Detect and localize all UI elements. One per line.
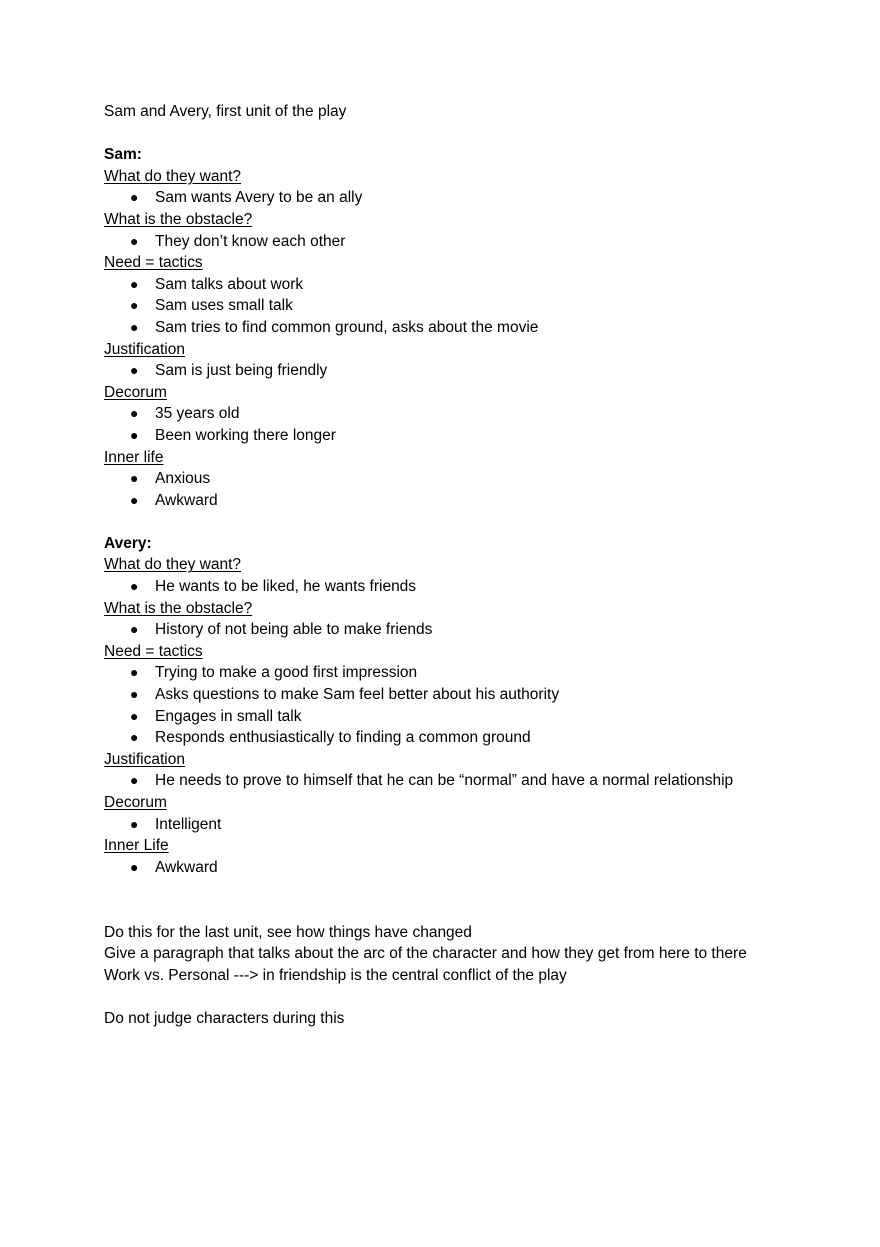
- note-line: Work vs. Personal ---> in friendship is the central conflict of the play: [104, 966, 567, 984]
- bullet-icon: ●: [130, 318, 139, 335]
- bullet-icon: ●: [130, 362, 139, 379]
- bullet-icon: ●: [130, 815, 139, 832]
- sam-obstacle-heading: What is the obstacle?: [104, 210, 253, 228]
- list-item: ● Sam is just being friendly: [104, 360, 804, 382]
- list-item: ● 35 years old: [104, 403, 804, 425]
- list-item: ● Sam tries to find common ground, asks about the movie: [104, 317, 804, 339]
- bullet-icon: ●: [130, 729, 139, 746]
- avery-tactics-list: [104, 662, 804, 748]
- avery-want-list: [104, 576, 804, 598]
- bullet-icon: ●: [130, 491, 139, 508]
- avery-want-heading: What do they want?: [104, 556, 241, 574]
- list-item: ● Awkward: [104, 857, 804, 879]
- sam-inner-life-list: [104, 468, 804, 511]
- bullet-icon: ●: [130, 275, 139, 292]
- bullet-icon: ●: [130, 664, 139, 681]
- sam-inner-life-heading: Inner life: [104, 448, 164, 466]
- avery-decorum-heading: Decorum: [104, 794, 167, 811]
- avery-inner-life-heading: Inner Life: [104, 837, 169, 855]
- bullet-icon: ●: [130, 405, 139, 422]
- bullet-icon: ●: [130, 232, 139, 249]
- list-item: ● Sam uses small talk: [104, 295, 804, 317]
- avery-section: [104, 533, 804, 879]
- sam-tactics-list: [104, 274, 804, 339]
- spacer: [104, 986, 804, 1008]
- avery-name: Avery:: [104, 534, 152, 552]
- spacer: [104, 900, 804, 922]
- avery-obstacle-heading: What is the obstacle?: [104, 599, 253, 617]
- intro-line: Sam and Avery, first unit of the play: [104, 103, 347, 120]
- avery-tactics-heading: Need = tactics: [104, 642, 203, 660]
- sam-obstacle-list: [104, 231, 804, 253]
- bullet-icon: ●: [130, 426, 139, 443]
- sam-decorum-heading: Decorum: [104, 383, 167, 401]
- bullet-icon: ●: [130, 621, 139, 638]
- list-item: ● He wants to be liked, he wants friends: [104, 576, 804, 598]
- list-item: ● They don’t know each other: [104, 231, 804, 253]
- bullet-icon: ●: [130, 686, 139, 703]
- spacer: [104, 878, 804, 900]
- sam-name: Sam:: [104, 146, 142, 164]
- list-item: ● Anxious: [104, 468, 804, 490]
- list-item: ● Trying to make a good first impression: [104, 662, 804, 684]
- list-item: ● Responds enthusiastically to finding a common ground: [104, 727, 804, 749]
- sam-justification-heading: Justification: [104, 340, 185, 358]
- list-item: ● He needs to prove to himself that he can be “normal” and have a normal relationship: [104, 770, 804, 792]
- list-item: ● History of not being able to make friends: [104, 619, 804, 641]
- note-line: Do this for the last unit, see how things have changed: [104, 923, 472, 941]
- bullet-icon: ●: [130, 707, 139, 724]
- list-item: ● Sam talks about work: [104, 274, 804, 296]
- list-item: ● Sam wants Avery to be an ally: [104, 187, 804, 209]
- sam-want-list: [104, 187, 804, 209]
- bullet-icon: ●: [130, 470, 139, 487]
- bullet-icon: ●: [130, 189, 139, 206]
- sam-justification-list: [104, 360, 804, 382]
- list-item: ● Asks questions to make Sam feel better about his authority: [104, 684, 804, 706]
- avery-inner-life-list: [104, 857, 804, 879]
- note-line: Give a paragraph that talks about the arc of the character and how they get from here to there: [104, 945, 747, 963]
- notes-section: [104, 922, 804, 1030]
- avery-justification-list: [104, 770, 804, 792]
- bullet-icon: ●: [130, 578, 139, 595]
- list-item: ● Intelligent: [104, 814, 804, 836]
- avery-decorum-list: [104, 814, 804, 836]
- document-body: [104, 101, 804, 1030]
- list-item: ● Awkward: [104, 490, 804, 512]
- final-note: Do not judge characters during this: [104, 1009, 345, 1027]
- list-item: ● Engages in small talk: [104, 706, 804, 728]
- avery-obstacle-list: [104, 619, 804, 641]
- bullet-icon: ●: [130, 858, 139, 875]
- spacer: [104, 511, 804, 533]
- avery-justification-heading: Justification: [104, 750, 185, 768]
- list-item: ● Been working there longer: [104, 425, 804, 447]
- sam-want-heading: What do they want?: [104, 167, 241, 185]
- bullet-icon: ●: [130, 297, 139, 314]
- sam-tactics-heading: Need = tactics: [104, 254, 203, 272]
- bullet-icon: ●: [130, 772, 139, 789]
- sam-decorum-list: [104, 403, 804, 446]
- spacer: [104, 123, 804, 145]
- sam-section: [104, 144, 804, 511]
